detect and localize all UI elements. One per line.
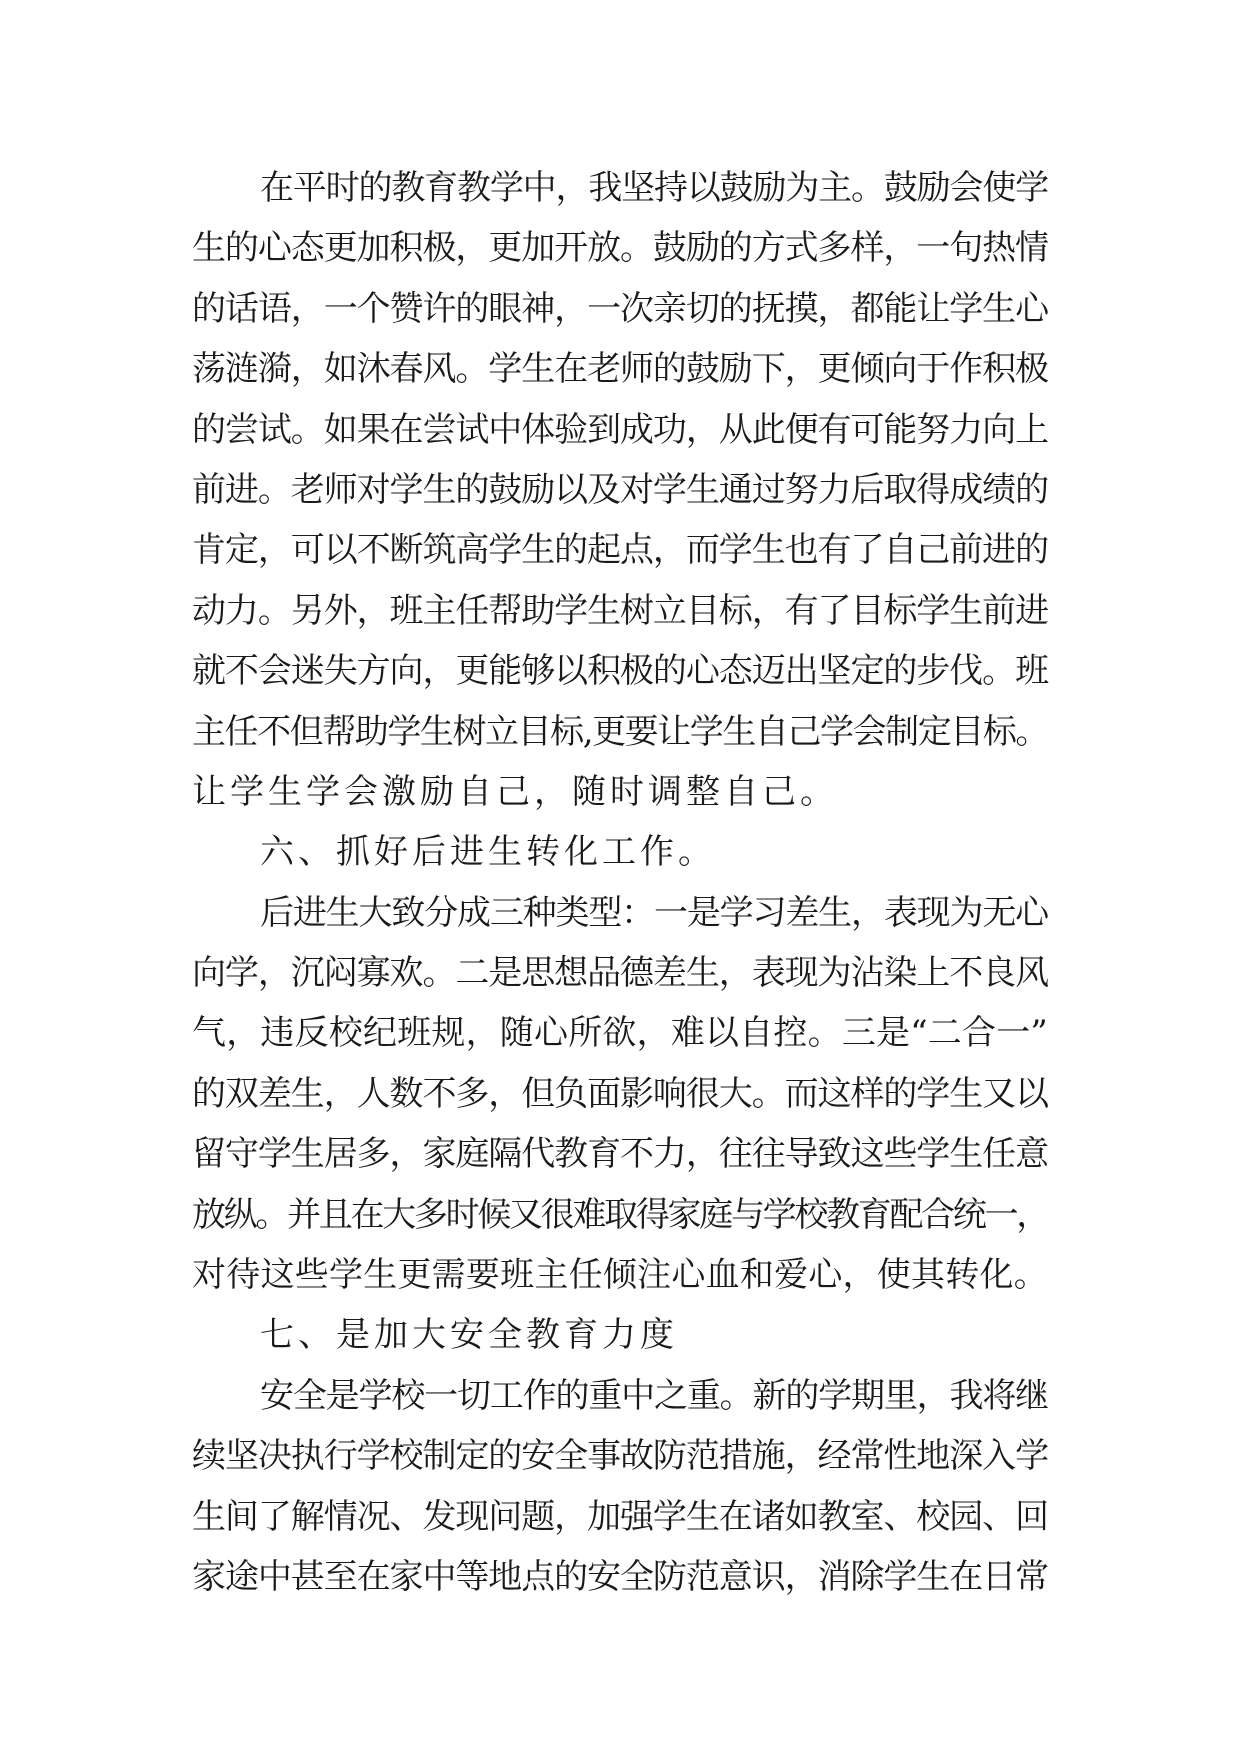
text-line: 荡涟漪，如沐春风。学生在老师的鼓励下，更倾向于作积极	[192, 349, 1048, 390]
text-line: 生的心态更加积极，更加开放。鼓励的方式多样，一句热情	[192, 228, 1048, 269]
text-line: 的尝试。如果在尝试中体验到成功，从此便有可能努力向上	[192, 409, 1048, 450]
text-line: 向学，沉闷寡欢。二是思想品德差生，表现为沾染上不良风	[192, 953, 1048, 994]
text-line: 留守学生居多，家庭隔代教育不力，往往导致这些学生任意	[192, 1134, 1048, 1175]
text-line: 让学生学会激励自己，随时调整自己。	[192, 771, 838, 812]
text-line: 动力。另外，班主任帮助学生树立目标，有了目标学生前进	[192, 590, 1048, 631]
document-body	[192, 158, 1048, 1607]
text-line: 放纵。并且在大多时候又很难取得家庭与学校教育配合统一，	[192, 1194, 1048, 1235]
text-line: 对待这些学生更需要班主任倾注心血和爱心，使其转化。	[192, 1255, 1048, 1296]
text-line: 生间了解情况、发现问题，加强学生在诸如教室、校园、回	[192, 1496, 1048, 1537]
text-line: 的双差生，人数不多，但负面影响很大。而这样的学生又以	[192, 1073, 1048, 1114]
text-line: 安全是学校一切工作的重中之重。新的学期里，我将继	[260, 1375, 1048, 1416]
text-line: 的话语，一个赞许的眼神，一次亲切的抚摸，都能让学生心	[192, 288, 1048, 329]
text-line: 家途中甚至在家中等地点的安全防范意识，消除学生在日常	[192, 1556, 1048, 1597]
text-line: 后进生大致分成三种类型：一是学习差生，表现为无心	[260, 892, 1048, 933]
text-line: 肯定，可以不断筑高学生的起点，而学生也有了自己前进的	[192, 530, 1048, 571]
text-line: 气，违反校纪班规，随心所欲，难以自控。三是“二合一”	[192, 1013, 1048, 1054]
text-line: 续坚决执行学校制定的安全事故防范措施，经常性地深入学	[192, 1436, 1048, 1477]
text-line: 前进。老师对学生的鼓励以及对学生通过努力后取得成绩的	[192, 469, 1048, 510]
text-line: 在平时的教育教学中，我坚持以鼓励为主。鼓励会使学	[260, 168, 1048, 208]
text-line: 就不会迷失方向，更能够以积极的心态迈出坚定的步伐。班	[192, 651, 1048, 692]
text-line: 七、是加大安全教育力度	[260, 1315, 678, 1356]
text-line: 六、抓好后进生转化工作。	[260, 832, 716, 873]
text-line: 主任不但帮助学生树立目标,更要让学生自己学会制定目标。	[192, 711, 1048, 752]
